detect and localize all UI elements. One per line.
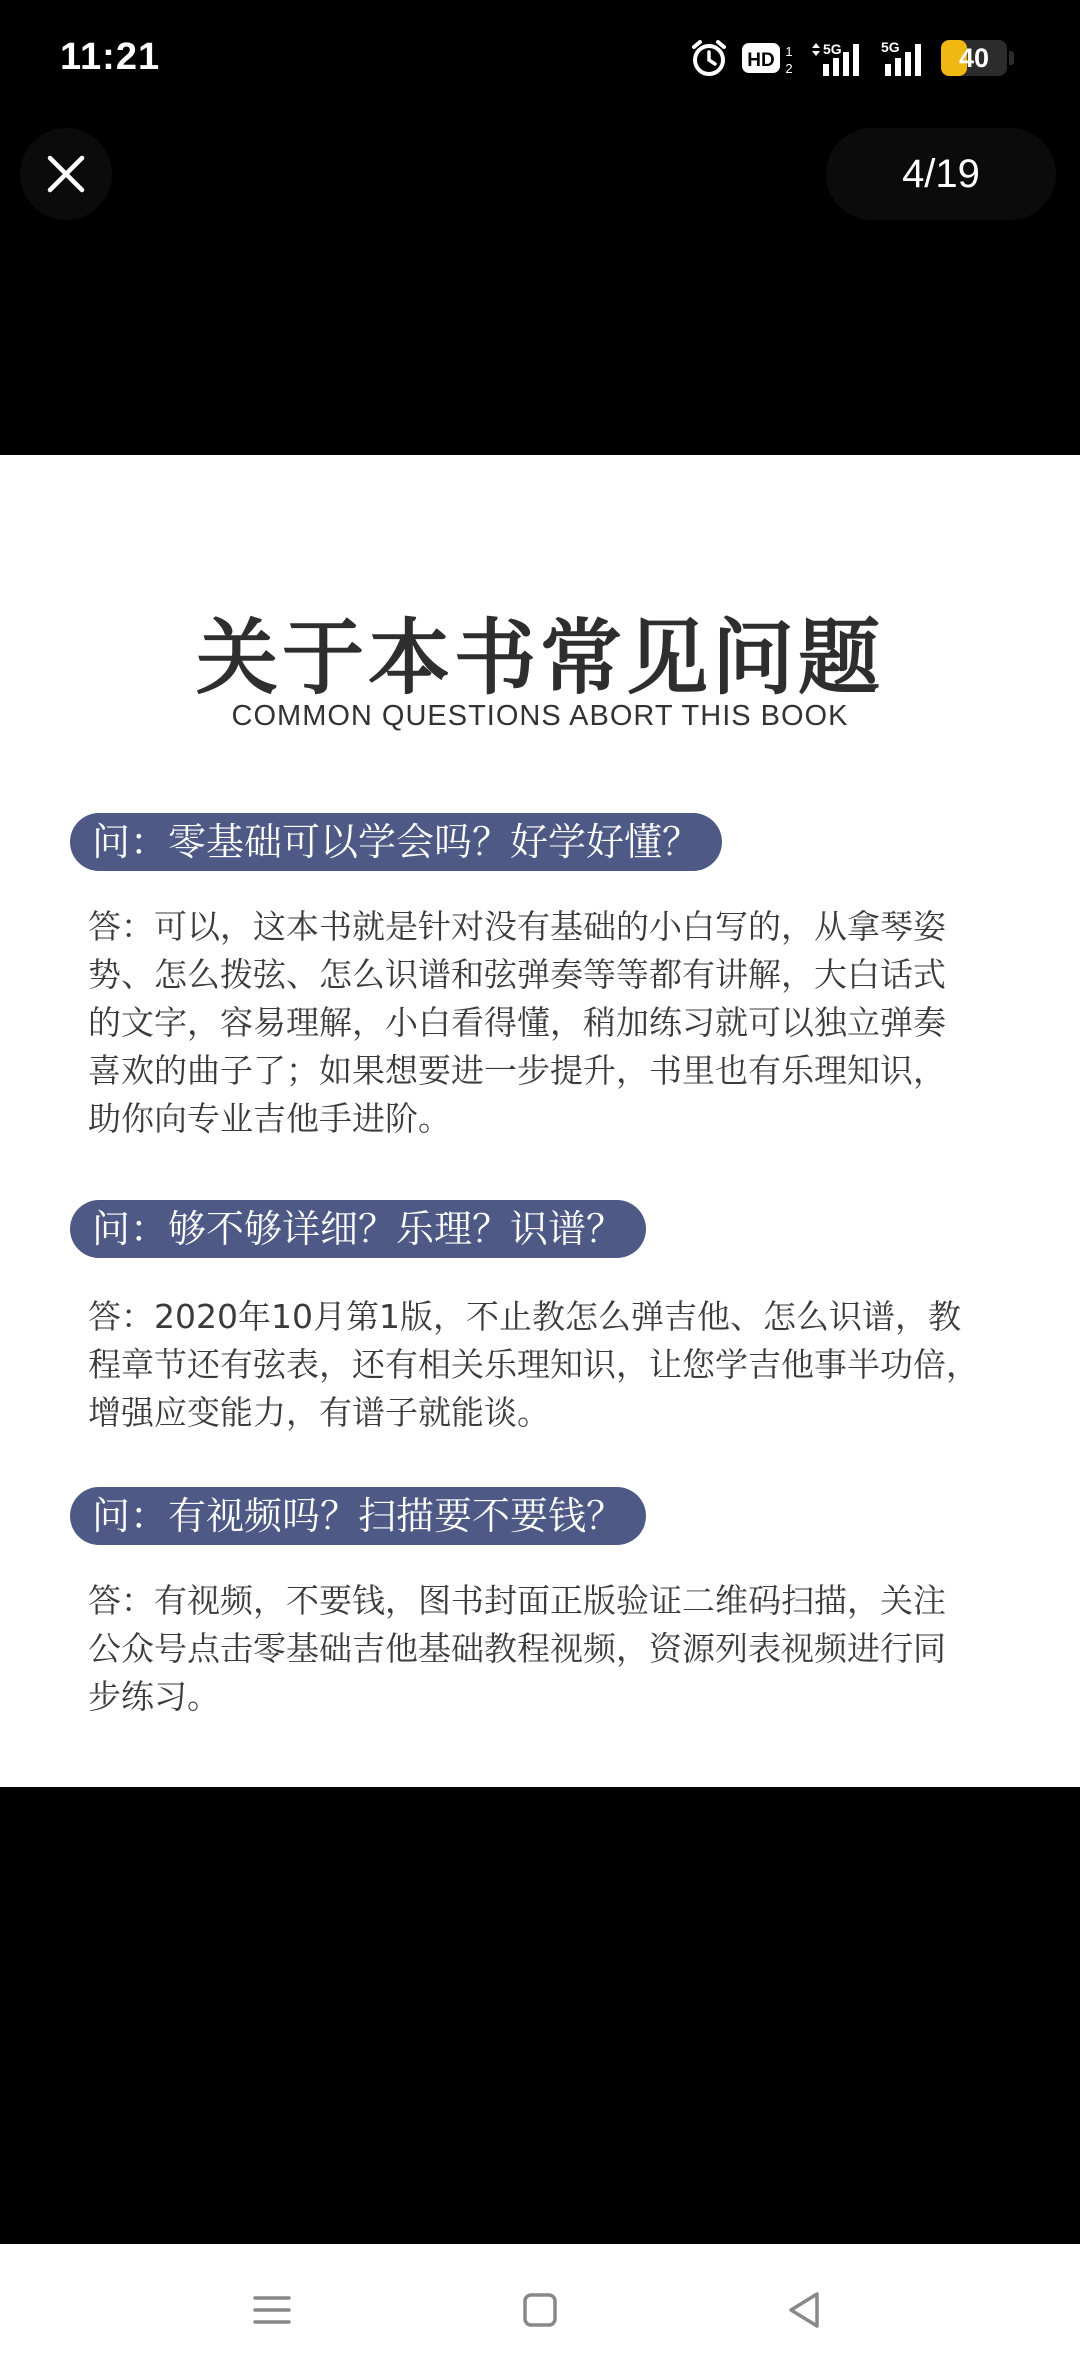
back-button[interactable] bbox=[775, 2280, 835, 2340]
battery-level: 40 bbox=[958, 43, 990, 73]
home-icon bbox=[518, 2288, 562, 2332]
close-button[interactable] bbox=[20, 128, 112, 220]
network-label: 5G bbox=[881, 39, 900, 55]
answer-line: 增强应变能力，有谱子就能谈。 bbox=[88, 1393, 550, 1432]
answer-line: 程章节还有弦表，还有相关乐理知识，让您学吉他事半功倍， bbox=[88, 1345, 979, 1384]
image-panel[interactable] bbox=[0, 455, 1080, 1787]
battery-tip bbox=[1009, 51, 1014, 65]
answer-line: 答：可以，这本书就是针对没有基础的小白写的，从拿琴姿 bbox=[88, 907, 946, 946]
svg-text:2: 2 bbox=[785, 61, 793, 76]
close-icon bbox=[44, 152, 88, 196]
question-pill: 问：够不够详细？乐理？识谱？ bbox=[70, 1200, 646, 1258]
network-label: 5G bbox=[823, 41, 842, 57]
svg-text:HD: HD bbox=[747, 50, 775, 71]
answer-line: 的文字，容易理解，小白看得懂，稍加练习就可以独立弹奏 bbox=[88, 1003, 946, 1042]
answer-text bbox=[88, 1293, 988, 1437]
answer-line: 喜欢的曲子了；如果想要进一步提升，书里也有乐理知识， bbox=[88, 1051, 946, 1090]
answer-line: 公众号点击零基础吉他基础教程视频，资源列表视频进行同 bbox=[88, 1629, 946, 1668]
page-counter: 4/19 bbox=[826, 128, 1056, 220]
faq-subtitle: COMMON QUESTIONS ABORT THIS BOOK bbox=[231, 700, 849, 732]
navigation-bar bbox=[0, 2244, 1080, 2376]
answer-line: 助你向专业吉他手进阶。 bbox=[88, 1099, 451, 1138]
alarm-icon bbox=[689, 38, 729, 78]
svg-text:1: 1 bbox=[785, 44, 793, 59]
status-bar bbox=[0, 0, 1080, 110]
home-button[interactable] bbox=[510, 2280, 570, 2340]
status-icons bbox=[689, 36, 1014, 80]
question-pill: 问：零基础可以学会吗？好学好懂？ bbox=[70, 813, 722, 871]
answer-line: 答：2020年10月第1版，不止教怎么弹吉他、怎么识谱，教 bbox=[88, 1297, 961, 1336]
hd-volte-icon bbox=[741, 38, 797, 78]
answer-line: 答：有视频，不要钱，图书封面正版验证二维码扫描，关注 bbox=[88, 1581, 946, 1620]
answer-line: 势、怎么拨弦、怎么识谱和弦弹奏等等都有讲解，大白话式 bbox=[88, 955, 946, 994]
battery-icon bbox=[941, 40, 1007, 76]
menu-button[interactable] bbox=[242, 2280, 302, 2340]
signal-icon bbox=[809, 38, 867, 78]
faq-title: 关于本书常见问题 bbox=[195, 611, 884, 706]
question-pill: 问：有视频吗？扫描要不要钱？ bbox=[70, 1487, 646, 1545]
back-icon bbox=[783, 2288, 827, 2332]
signal-icon bbox=[879, 38, 929, 78]
status-time: 11:21 bbox=[60, 36, 161, 78]
answer-text bbox=[88, 1577, 988, 1721]
answer-line: 步练习。 bbox=[88, 1677, 220, 1716]
answer-text bbox=[88, 903, 988, 1143]
menu-icon bbox=[250, 2288, 294, 2332]
